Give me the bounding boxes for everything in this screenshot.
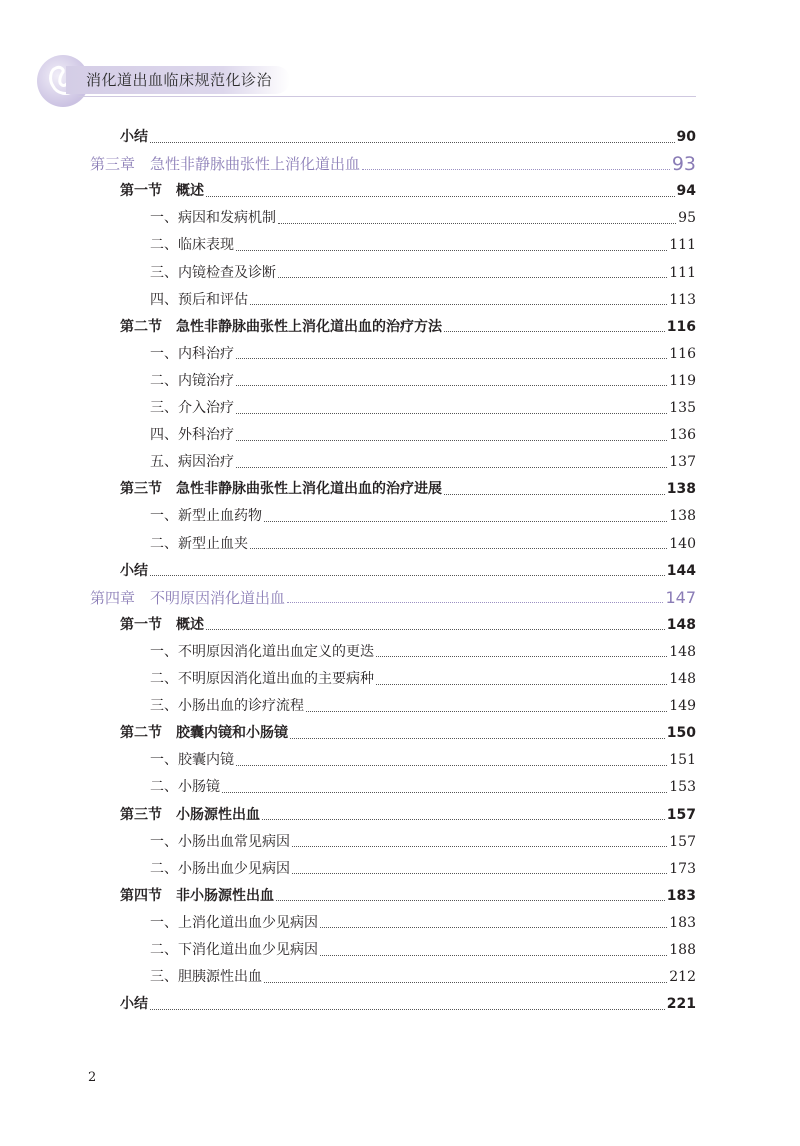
toc-item	[150, 937, 696, 963]
toc-page-number: 173	[669, 860, 696, 877]
toc-page-number: 119	[669, 372, 696, 389]
toc-item	[150, 829, 696, 855]
toc-page-number: 138	[669, 508, 696, 525]
dot-leader	[362, 169, 670, 170]
toc-label: 第一节 概述	[120, 616, 204, 633]
toc-page-number: 137	[669, 454, 696, 471]
dot-leader	[444, 331, 665, 332]
toc-section	[120, 178, 696, 204]
toc-page-number: 157	[666, 806, 696, 823]
toc-page-number: 135	[669, 400, 696, 416]
toc-page-number: 116	[666, 318, 696, 335]
toc-label: 第二节 急性非静脉曲张性上消化道出血的治疗方法	[120, 318, 442, 335]
running-header	[0, 0, 800, 110]
dot-leader	[292, 873, 667, 874]
toc-label: 四、预后和评估	[150, 291, 248, 308]
running-header-title: 消化道出血临床规范化诊治	[86, 71, 273, 89]
toc-page-number: 138	[666, 481, 696, 498]
toc-page-number: 111	[669, 264, 696, 281]
toc-page-number: 140	[669, 535, 696, 552]
toc-label: 小结	[120, 562, 148, 579]
toc-section	[120, 720, 696, 746]
dot-leader	[278, 223, 676, 224]
toc-label: 一、病因和发病机制	[150, 210, 276, 227]
dot-leader	[236, 440, 667, 441]
dot-leader	[306, 711, 667, 712]
dot-leader	[376, 684, 667, 685]
toc-item	[150, 910, 696, 936]
toc-label: 第二节 胶囊内镜和小肠镜	[120, 725, 288, 742]
dot-leader	[444, 494, 665, 495]
toc-page-number: 144	[666, 562, 696, 579]
toc-item	[150, 503, 696, 529]
toc-section	[120, 802, 696, 828]
toc-page-number: 113	[669, 291, 696, 308]
header-rule	[78, 96, 696, 97]
toc-label: 第三节 急性非静脉曲张性上消化道出血的治疗进展	[120, 481, 442, 498]
dot-leader	[264, 982, 667, 983]
dot-leader	[287, 602, 663, 603]
dot-leader	[236, 385, 667, 386]
toc-label: 二、小肠镜	[150, 779, 220, 796]
toc-item	[150, 205, 696, 231]
toc-label: 五、病因治疗	[150, 454, 234, 471]
toc-section	[120, 612, 696, 638]
dot-leader	[290, 738, 665, 739]
toc-label: 小结	[120, 129, 148, 145]
toc-label: 第三节 小肠源性出血	[120, 806, 260, 823]
dot-leader	[150, 142, 675, 143]
dot-leader	[278, 277, 667, 278]
toc-label: 一、不明原因消化道出血定义的更迭	[150, 643, 374, 660]
toc-page-number: 221	[666, 996, 696, 1013]
toc-section	[120, 314, 696, 340]
toc-item	[150, 422, 696, 448]
toc-item	[150, 368, 696, 394]
toc-page-number: 188	[669, 942, 696, 958]
toc-item	[150, 774, 696, 800]
toc-page-number: 183	[666, 887, 696, 904]
toc-page-number: 157	[669, 833, 696, 850]
toc-page-number: 150	[666, 725, 696, 742]
toc-label: 二、不明原因消化道出血的主要病种	[150, 671, 374, 687]
toc-page-number: 111	[669, 237, 696, 254]
toc-item	[150, 341, 696, 367]
toc-summary	[120, 558, 696, 584]
toc-page-number: 147	[665, 587, 696, 607]
toc-summary	[120, 991, 696, 1017]
toc-section	[120, 476, 696, 502]
toc-label: 四、外科治疗	[150, 427, 234, 444]
toc-label: 一、胶囊内镜	[150, 752, 234, 769]
toc-label: 小结	[120, 996, 148, 1013]
dot-leader	[222, 792, 667, 793]
toc-label: 二、下消化道出血少见病因	[150, 942, 318, 958]
toc-page-number: 183	[669, 914, 696, 931]
toc-page-number: 148	[669, 643, 696, 660]
toc-label: 二、内镜治疗	[150, 372, 234, 389]
toc-item	[150, 747, 696, 773]
toc-item	[150, 395, 696, 421]
toc-label: 二、临床表现	[150, 237, 234, 254]
dot-leader	[250, 304, 667, 305]
toc-page-number: 149	[669, 698, 696, 715]
toc-page-number: 212	[669, 969, 696, 986]
toc-label: 一、新型止血药物	[150, 508, 262, 525]
toc-chapter	[90, 151, 696, 177]
dot-leader	[236, 250, 667, 251]
toc-item	[150, 449, 696, 475]
dot-leader	[250, 548, 667, 549]
toc-page-number: 148	[669, 671, 696, 687]
toc-label: 第一节 概述	[120, 183, 204, 200]
dot-leader	[264, 521, 667, 522]
toc-item	[150, 639, 696, 665]
toc-label: 三、内镜检查及诊断	[150, 264, 276, 281]
dot-leader	[320, 955, 667, 956]
dot-leader	[320, 927, 667, 928]
toc-label: 一、小肠出血常见病因	[150, 833, 290, 850]
toc-label: 第三章 急性非静脉曲张性上消化道出血	[90, 155, 361, 174]
toc-page-number: 148	[666, 616, 696, 633]
toc-label: 第四章 不明原因消化道出血	[90, 588, 286, 607]
dot-leader	[236, 467, 667, 468]
dot-leader	[236, 358, 667, 359]
toc-page-number: 153	[669, 779, 696, 796]
toc-section	[120, 883, 696, 909]
toc-label: 二、新型止血夹	[150, 535, 248, 552]
dot-leader	[206, 629, 665, 630]
dot-leader	[292, 846, 667, 847]
toc-page-number: 93	[671, 153, 696, 176]
toc-page-number: 90	[676, 129, 696, 145]
toc-page-number: 151	[669, 752, 696, 769]
toc-item	[150, 287, 696, 313]
toc-page-number: 95	[678, 210, 696, 227]
dot-leader	[262, 819, 665, 820]
toc-item	[150, 232, 696, 258]
toc-chapter	[90, 585, 696, 611]
toc-item	[150, 260, 696, 286]
toc-page-number: 94	[676, 183, 696, 200]
dot-leader	[236, 413, 667, 414]
dot-leader	[276, 900, 665, 901]
toc-item	[150, 666, 696, 692]
toc-label: 二、小肠出血少见病因	[150, 860, 290, 877]
toc-label: 一、上消化道出血少见病因	[150, 914, 318, 931]
page-number: 2	[88, 1070, 97, 1085]
toc-item	[150, 964, 696, 990]
toc-page-number: 136	[669, 427, 696, 444]
toc-label: 一、内科治疗	[150, 345, 234, 362]
dot-leader	[150, 575, 665, 576]
toc-label: 三、胆胰源性出血	[150, 969, 262, 986]
toc-label: 三、小肠出血的诊疗流程	[150, 698, 304, 715]
toc-page-number: 116	[669, 345, 696, 362]
dot-leader	[376, 656, 667, 657]
toc-label: 三、介入治疗	[150, 400, 234, 416]
toc-item	[150, 531, 696, 557]
toc-item	[150, 693, 696, 719]
toc-summary	[120, 124, 696, 150]
dot-leader	[206, 196, 675, 197]
dot-leader	[150, 1009, 665, 1010]
toc-label: 第四节 非小肠源性出血	[120, 887, 274, 904]
dot-leader	[236, 765, 667, 766]
toc-item	[150, 856, 696, 882]
